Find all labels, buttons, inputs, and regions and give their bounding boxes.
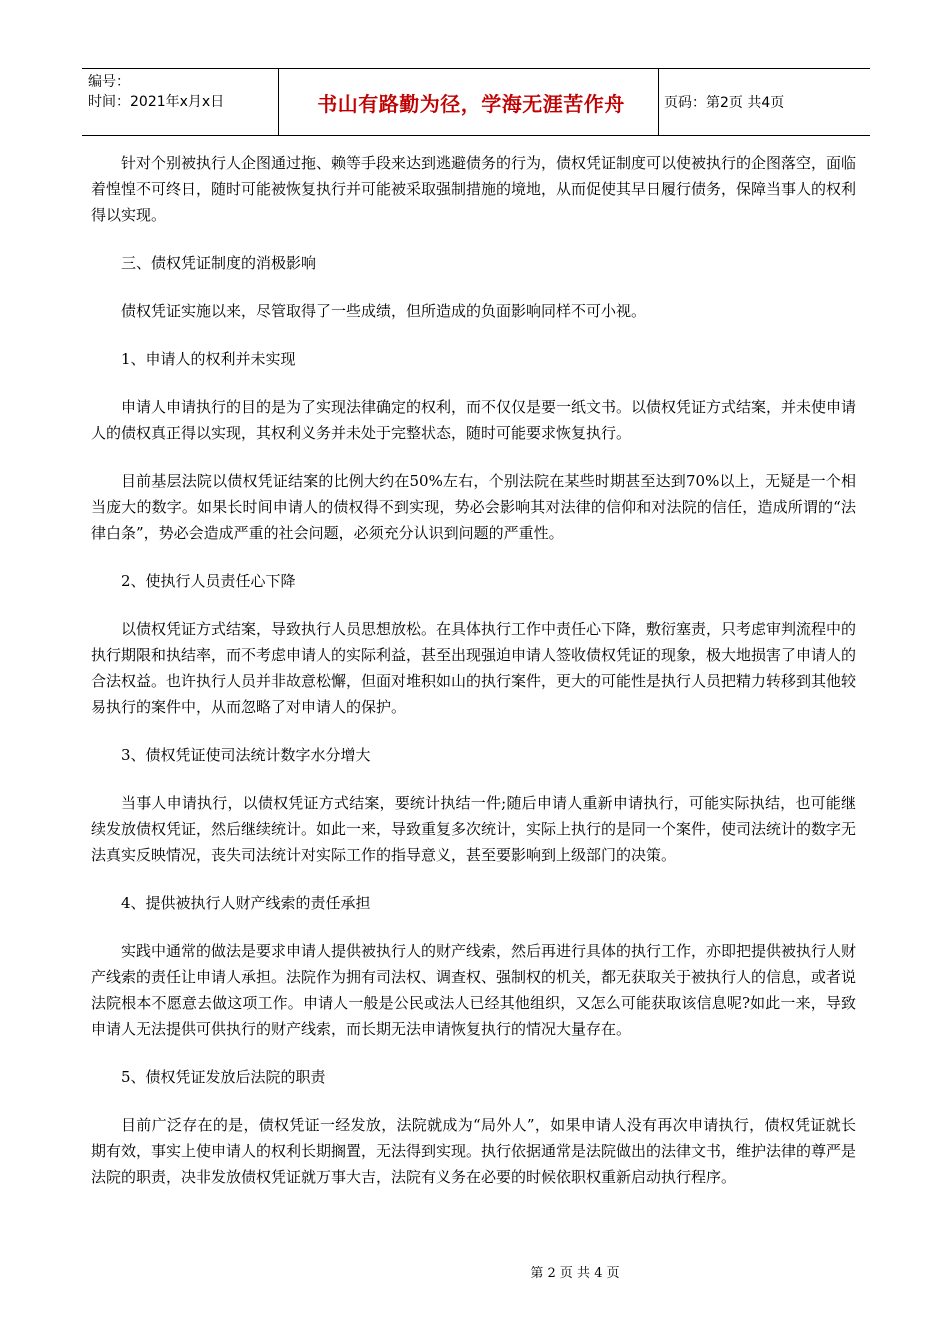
paragraph: 债权凭证实施以来，尽管取得了一些成绩，但所造成的负面影响同样不可小视。 [121,302,647,320]
subsection-heading: 2、使执行人员责任心下降 [121,572,296,590]
paragraph: 针对个别被执行人企图通过拖、赖等手段来达到逃避债务的行为，债权凭证制度可以使被执行的企图落空，面临着惶惶不可终日，随时可能被恢复执行并可能被采取强制措施的境地，从而促使其早日履行债务，保障当事人的权利得以实现。 [91,154,857,224]
header-slogan: 书山有路勤为径，学海无涯苦作舟 [317,91,625,116]
page-footer [0,1262,950,1281]
header-page-label: 页码：第2页 共4页 [664,95,785,111]
paragraph: 当事人申请执行，以债权凭证方式结案，要统计执结一件;随后申请人重新申请执行，可能实际执结，也可能继续发放债权凭证，然后继续统计。如此一来，导致重复多次统计，实际上执行的是同一个案件，使司法统计的数字无法真实反映情况，丧失司法统计对实际工作的指导意义，甚至要影响到上级部门的决策。 [91,794,857,864]
header-time-label: 时间：2021年x月x日 [88,94,225,110]
header-meta [88,72,224,112]
paragraph: 目前广泛存在的是，债权凭证一经发放，法院就成为“局外人”，如果申请人没有再次申请执行，债权凭证就长期有效，事实上使申请人的权利长期搁置，无法得到实现。执行依据通常是法院做出的法律文书，维护法律的尊严是法院的职责，决非发放债权凭证就万事大吉，法院有义务在必要的时候依职权重新启动执行程序。 [91,1116,857,1186]
footer-page-number: 第 2 页 共 4 页 [530,1266,620,1281]
subsection-heading: 1、申请人的权利并未实现 [121,350,296,368]
section-heading: 三、债权凭证制度的消极影响 [121,254,317,272]
subsection-heading: 3、债权凭证使司法统计数字水分增大 [121,746,371,764]
paragraph: 实践中通常的做法是要求申请人提供被执行人的财产线索，然后再进行具体的执行工作，亦即把提供被执行人财产线索的责任让申请人承担。法院作为拥有司法权、调查权、强制权的机关，都无获取关于被执行人的信息，或者说法院根本不愿意去做这项工作。申请人一般是公民或法人已经其他组织，又怎么可能获取该信息呢?如此一来，导致申请人无法提供可供执行的财产线索，而长期无法申请恢复执行的情况大量存在。 [91,942,857,1038]
document-header [82,68,870,136]
document-body [91,150,856,1212]
header-divider-right [658,68,659,136]
header-divider-left [278,68,279,136]
paragraph: 以债权凭证方式结案，导致执行人员思想放松。在具体执行工作中责任心下降，敷衍塞责，只考虑审判流程中的执行期限和执结率，而不考虑申请人的实际利益，甚至出现强迫申请人签收债权凭证的现象，极大地损害了申请人的合法权益。也许执行人员并非故意松懈，但面对堆积如山的执行案件，更大的可能性是执行人员把精力转移到其他较易执行的案件中，从而忽略了对申请人的保护。 [91,620,857,716]
paragraph: 申请人申请执行的目的是为了实现法律确定的权利，而不仅仅是要一纸文书。以债权凭证方式结案，并未使申请人的债权真正得以实现，其权利义务并未处于完整状态，随时可能要求恢复执行。 [91,398,857,442]
header-number-label: 编号： [88,74,130,90]
paragraph: 目前基层法院以债权凭证结案的比例大约在50%左右，个别法院在某些时期甚至达到70%以上，无疑是一个相当庞大的数字。如果长时间申请人的债权得不到实现，势必会影响其对法律的信仰和对法院的信任，造成所谓的“法律白条”，势必会造成严重的社会问题，必须充分认识到问题的严重性。 [91,472,856,542]
subsection-heading: 5、债权凭证发放后法院的职责 [121,1068,326,1086]
subsection-heading: 4、提供被执行人财产线索的责任承担 [121,894,371,912]
